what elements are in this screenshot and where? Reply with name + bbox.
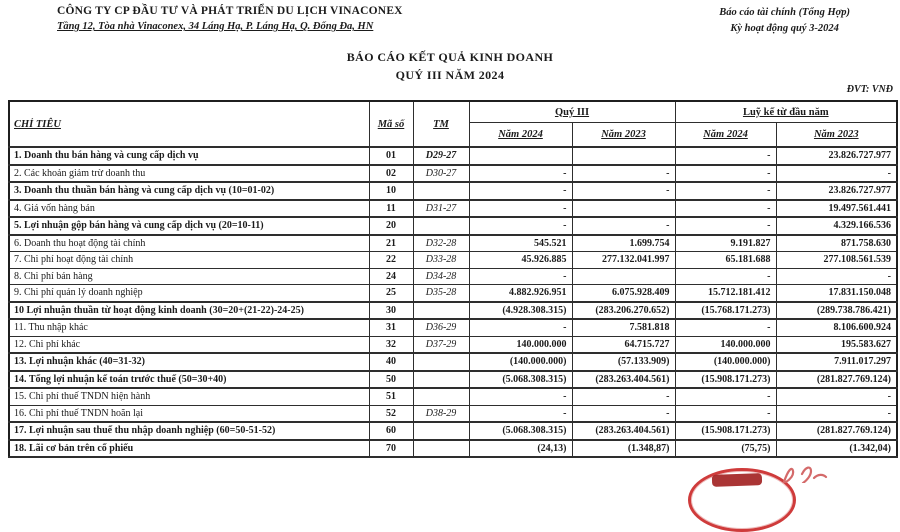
table-row xyxy=(9,285,897,302)
value-cell-ytd-2024: (75,75) xyxy=(675,440,776,458)
table-row xyxy=(9,268,897,285)
row-code-cell: 30 xyxy=(369,302,413,320)
value-cell-ytd-2024: - xyxy=(675,388,776,405)
value-cell-q3-2024: (140.000.000) xyxy=(469,353,572,371)
row-tm-cell: D29-27 xyxy=(413,147,469,165)
value-cell-q3-2023: (283.206.270.652) xyxy=(572,302,675,320)
value-cell-q3-2023: (283.263.404.561) xyxy=(572,371,675,389)
table-row xyxy=(9,388,897,405)
value-cell-q3-2023 xyxy=(572,147,675,165)
value-cell-ytd-2023: 23.826.727.977 xyxy=(776,182,897,200)
row-label-cell: 9. Chi phí quản lý doanh nghiệp xyxy=(9,285,369,302)
value-cell-ytd-2023: (289.738.786.421) xyxy=(776,302,897,320)
value-cell-ytd-2023: 17.831.150.048 xyxy=(776,285,897,302)
value-cell-ytd-2024: 15.712.181.412 xyxy=(675,285,776,302)
value-cell-q3-2023: - xyxy=(572,405,675,422)
report-subtitle: QUÝ III NĂM 2024 xyxy=(395,68,505,82)
row-code-cell: 31 xyxy=(369,319,413,336)
value-cell-q3-2024: (24,13) xyxy=(469,440,572,458)
row-label-cell: 4. Giá vốn hàng bán xyxy=(9,200,369,218)
value-cell-q3-2024: 545.521 xyxy=(469,235,572,252)
row-code-cell: 21 xyxy=(369,235,413,252)
value-cell-q3-2023: (57.133.909) xyxy=(572,353,675,371)
column-header-q3-2023: Năm 2023 xyxy=(572,123,675,148)
value-cell-ytd-2023: - xyxy=(776,405,897,422)
value-cell-q3-2024: - xyxy=(469,388,572,405)
row-tm-cell xyxy=(413,440,469,458)
column-group-ytd: Luỹ kế từ đầu năm xyxy=(675,101,897,123)
row-tm-cell: D38-29 xyxy=(413,405,469,422)
value-cell-q3-2024: 4.882.926.951 xyxy=(469,285,572,302)
value-cell-q3-2024: (5.068.308.315) xyxy=(469,422,572,440)
value-cell-ytd-2024: 140.000.000 xyxy=(675,336,776,353)
table-row xyxy=(9,200,897,218)
row-label-cell: 16. Chi phí thuế TNDN hoãn lại xyxy=(9,405,369,422)
company-address: Tầng 12, Tòa nhà Vinaconex, 34 Láng Hạ, P. Láng Hạ, Q. Đống Đa, HN xyxy=(57,21,374,32)
table-row xyxy=(9,147,897,165)
value-cell-ytd-2023: 871.758.630 xyxy=(776,235,897,252)
row-code-cell: 51 xyxy=(369,388,413,405)
value-cell-ytd-2023: 23.826.727.977 xyxy=(776,147,897,165)
row-code-cell: 70 xyxy=(369,440,413,458)
row-code-cell: 40 xyxy=(369,353,413,371)
row-code-cell: 20 xyxy=(369,217,413,235)
value-cell-ytd-2024: - xyxy=(675,217,776,235)
row-label-cell: 13. Lợi nhuận khác (40=31-32) xyxy=(9,353,369,371)
value-cell-ytd-2023: - xyxy=(776,268,897,285)
value-cell-q3-2023: 1.699.754 xyxy=(572,235,675,252)
value-cell-q3-2023: - xyxy=(572,182,675,200)
row-tm-cell xyxy=(413,353,469,371)
value-cell-q3-2024: - xyxy=(469,200,572,218)
row-code-cell: 50 xyxy=(369,371,413,389)
row-code-cell: 22 xyxy=(369,252,413,269)
row-label-cell: 1. Doanh thu bán hàng và cung cấp dịch vụ xyxy=(9,147,369,165)
value-cell-ytd-2023: (1.342,04) xyxy=(776,440,897,458)
row-label-cell: 8. Chi phí bán hàng xyxy=(9,268,369,285)
red-stamp-text-fragment xyxy=(712,473,762,487)
column-header-ytd-2024: Năm 2024 xyxy=(675,123,776,148)
value-cell-ytd-2023: 195.583.627 xyxy=(776,336,897,353)
row-label-cell: 15. Chi phí thuế TNDN hiện hành xyxy=(9,388,369,405)
column-header-ytd-2023: Năm 2023 xyxy=(776,123,897,148)
table-row xyxy=(9,182,897,200)
row-tm-cell: D32-28 xyxy=(413,235,469,252)
value-cell-q3-2024: (4.928.308.315) xyxy=(469,302,572,320)
row-tm-cell: D34-28 xyxy=(413,268,469,285)
value-cell-q3-2023 xyxy=(572,200,675,218)
row-label-cell: 11. Thu nhập khác xyxy=(9,319,369,336)
value-cell-ytd-2024: (15.908.171.273) xyxy=(675,371,776,389)
value-cell-ytd-2024: (15.908.171.273) xyxy=(675,422,776,440)
table-row xyxy=(9,319,897,336)
row-label-cell: 14. Tổng lợi nhuận kế toán trước thuế (50=30+40) xyxy=(9,371,369,389)
row-code-cell: 60 xyxy=(369,422,413,440)
row-tm-cell: D31-27 xyxy=(413,200,469,218)
value-cell-ytd-2023: 4.329.166.536 xyxy=(776,217,897,235)
row-code-cell: 10 xyxy=(369,182,413,200)
row-code-cell: 01 xyxy=(369,147,413,165)
value-cell-q3-2023: - xyxy=(572,217,675,235)
value-cell-ytd-2024: 9.191.827 xyxy=(675,235,776,252)
row-label-cell: 6. Doanh thu hoạt động tài chính xyxy=(9,235,369,252)
table-row xyxy=(9,371,897,389)
value-cell-ytd-2024: (15.768.171.273) xyxy=(675,302,776,320)
table-row xyxy=(9,405,897,422)
value-cell-ytd-2023: (281.827.769.124) xyxy=(776,422,897,440)
row-label-cell: 17. Lợi nhuận sau thuế thu nhập doanh nghiệp (60=50-51-52) xyxy=(9,422,369,440)
report-meta xyxy=(719,5,850,37)
value-cell-q3-2024: - xyxy=(469,268,572,285)
value-cell-ytd-2023: 8.106.600.924 xyxy=(776,319,897,336)
row-label-cell: 7. Chi phí hoạt động tài chính xyxy=(9,252,369,269)
table-row xyxy=(9,302,897,320)
value-cell-q3-2023: - xyxy=(572,165,675,183)
table-row xyxy=(9,422,897,440)
table-row xyxy=(9,235,897,252)
value-cell-ytd-2023: - xyxy=(776,165,897,183)
table-row xyxy=(9,353,897,371)
value-cell-ytd-2024: - xyxy=(675,405,776,422)
column-group-quarter: Quý III xyxy=(469,101,675,123)
row-label-cell: 10 Lợi nhuận thuần từ hoạt động kinh doanh (30=20+(21-22)-24-25) xyxy=(9,302,369,320)
value-cell-q3-2024: - xyxy=(469,319,572,336)
row-code-cell: 11 xyxy=(369,200,413,218)
report-title: BÁO CÁO KẾT QUẢ KINH DOANH xyxy=(346,50,554,64)
report-period: Kỳ hoạt động quý 3-2024 xyxy=(730,22,839,34)
row-label-cell: 2. Các khoản giảm trừ doanh thu xyxy=(9,165,369,183)
row-tm-cell xyxy=(413,217,469,235)
row-code-cell: 25 xyxy=(369,285,413,302)
value-cell-ytd-2023: 7.911.017.297 xyxy=(776,353,897,371)
row-tm-cell: D33-28 xyxy=(413,252,469,269)
value-cell-ytd-2023: 277.108.561.539 xyxy=(776,252,897,269)
value-cell-ytd-2024: - xyxy=(675,319,776,336)
row-tm-cell xyxy=(413,388,469,405)
table-row xyxy=(9,165,897,183)
value-cell-ytd-2023: - xyxy=(776,388,897,405)
value-cell-q3-2023: 277.132.041.997 xyxy=(572,252,675,269)
income-statement-body xyxy=(9,147,897,457)
row-tm-cell: D37-29 xyxy=(413,336,469,353)
row-tm-cell: D30-27 xyxy=(413,165,469,183)
income-statement xyxy=(8,100,898,458)
value-cell-ytd-2024: - xyxy=(675,147,776,165)
column-header-q3-2024: Năm 2024 xyxy=(469,123,572,148)
table-row xyxy=(9,440,897,458)
company-name: CÔNG TY CP ĐẦU TƯ VÀ PHÁT TRIỂN DU LỊCH VINACONEX xyxy=(57,5,403,17)
value-cell-ytd-2024: - xyxy=(675,182,776,200)
income-statement-table xyxy=(8,100,898,458)
row-tm-cell xyxy=(413,182,469,200)
row-code-cell: 24 xyxy=(369,268,413,285)
column-header-chi-tieu: CHỈ TIÊU xyxy=(9,101,369,147)
row-tm-cell: D35-28 xyxy=(413,285,469,302)
value-cell-q3-2023: (283.263.404.561) xyxy=(572,422,675,440)
value-cell-q3-2023: 6.075.928.409 xyxy=(572,285,675,302)
value-cell-ytd-2024: - xyxy=(675,165,776,183)
value-cell-ytd-2024: (140.000.000) xyxy=(675,353,776,371)
value-cell-ytd-2023: (281.827.769.124) xyxy=(776,371,897,389)
column-header-tm: TM xyxy=(413,101,469,147)
table-row xyxy=(9,336,897,353)
row-label-cell: 3. Doanh thu thuần bán hàng và cung cấp dịch vụ (10=01-02) xyxy=(9,182,369,200)
value-cell-q3-2023: - xyxy=(572,388,675,405)
value-cell-ytd-2023: 19.497.561.441 xyxy=(776,200,897,218)
row-tm-cell xyxy=(413,302,469,320)
value-cell-q3-2024 xyxy=(469,147,572,165)
value-cell-q3-2024: 45.926.885 xyxy=(469,252,572,269)
row-label-cell: 5. Lợi nhuận gộp bán hàng và cung cấp dịch vụ (20=10-11) xyxy=(9,217,369,235)
table-row xyxy=(9,252,897,269)
value-cell-q3-2024: - xyxy=(469,182,572,200)
value-cell-q3-2024: - xyxy=(469,217,572,235)
value-cell-q3-2024: (5.068.308.315) xyxy=(469,371,572,389)
value-cell-q3-2024: - xyxy=(469,165,572,183)
value-cell-q3-2024: 140.000.000 xyxy=(469,336,572,353)
table-row xyxy=(9,217,897,235)
row-tm-cell: D36-29 xyxy=(413,319,469,336)
report-type: Báo cáo tài chính (Tổng Hợp) xyxy=(719,7,850,18)
signature-mark-icon xyxy=(778,462,828,483)
row-tm-cell xyxy=(413,422,469,440)
row-code-cell: 32 xyxy=(369,336,413,353)
unit-label: ĐVT: VNĐ xyxy=(846,84,893,95)
value-cell-q3-2023 xyxy=(572,268,675,285)
value-cell-ytd-2024: 65.181.688 xyxy=(675,252,776,269)
table-header-group-row xyxy=(9,101,897,123)
value-cell-q3-2023: 64.715.727 xyxy=(572,336,675,353)
column-header-ma-so: Mã số xyxy=(369,101,413,147)
value-cell-q3-2024: - xyxy=(469,405,572,422)
row-label-cell: 12. Chi phí khác xyxy=(9,336,369,353)
row-code-cell: 02 xyxy=(369,165,413,183)
row-code-cell: 52 xyxy=(369,405,413,422)
row-tm-cell xyxy=(413,371,469,389)
value-cell-q3-2023: (1.348,87) xyxy=(572,440,675,458)
value-cell-ytd-2024: - xyxy=(675,268,776,285)
row-label-cell: 18. Lãi cơ bản trên cổ phiếu xyxy=(9,440,369,458)
value-cell-ytd-2024: - xyxy=(675,200,776,218)
value-cell-q3-2023: 7.581.818 xyxy=(572,319,675,336)
